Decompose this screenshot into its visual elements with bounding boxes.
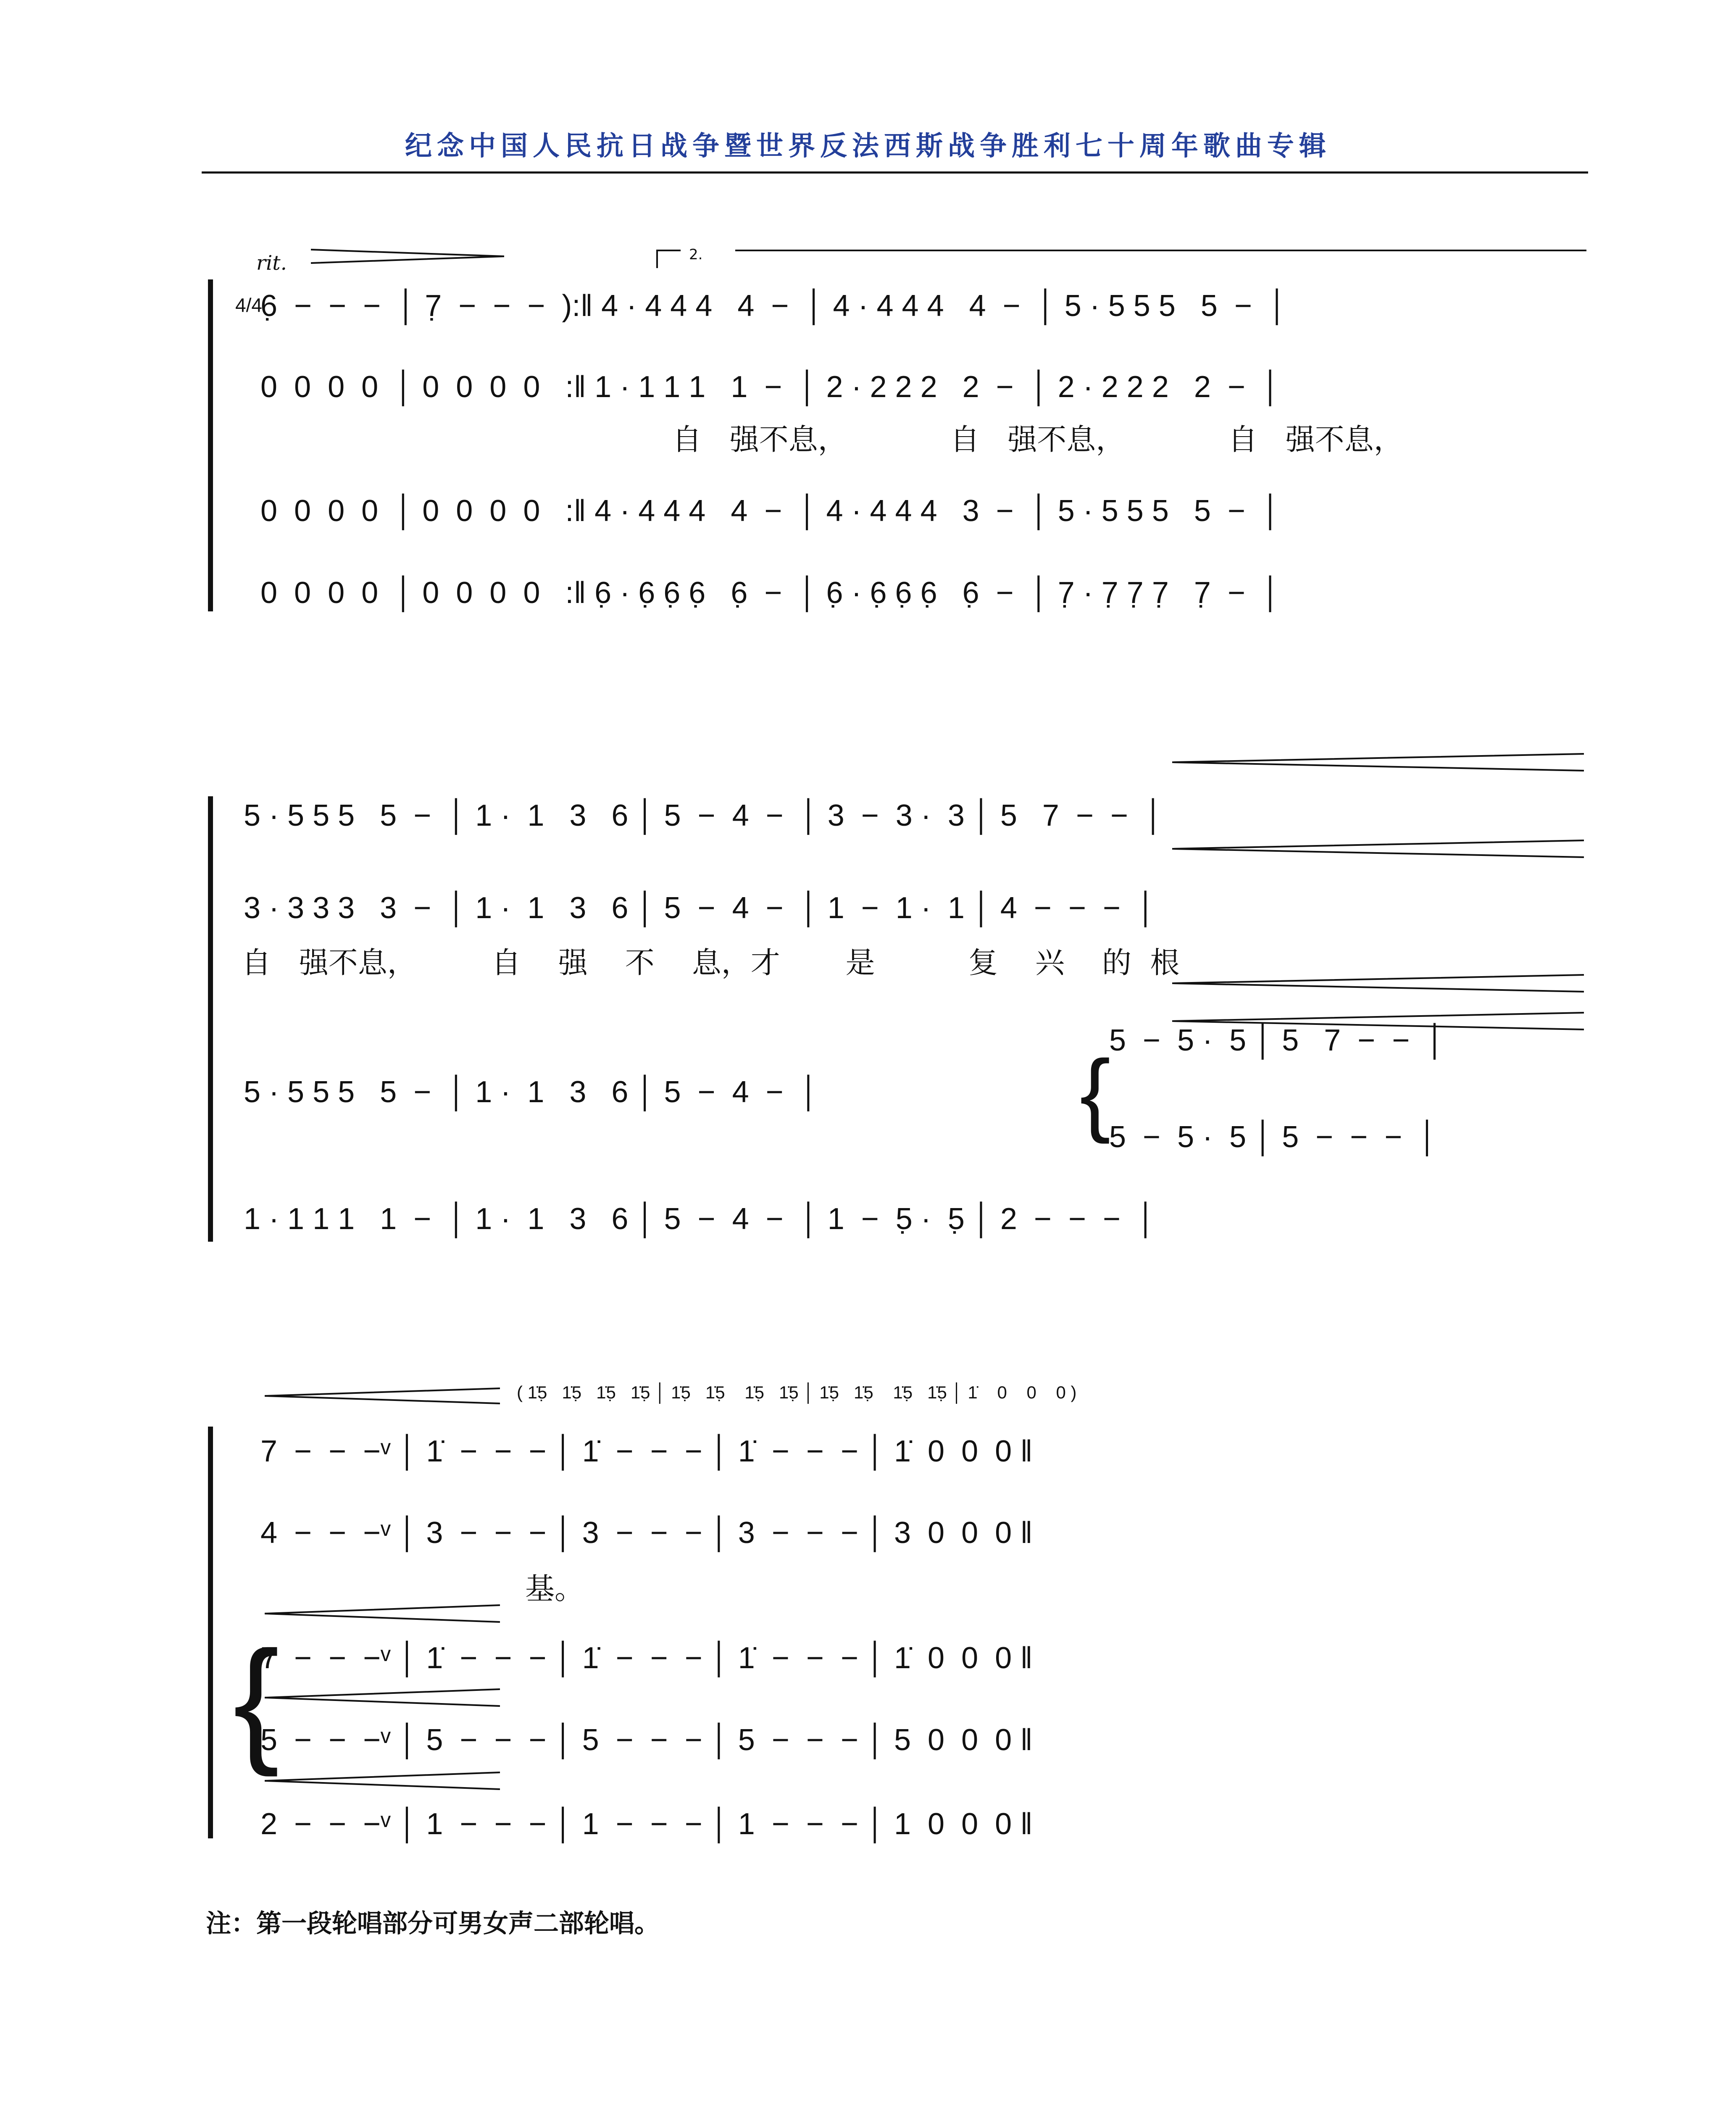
system3-percussion: ( 1̇5̣ 1̇5̣ 1̇5̣ 1̇5̣ │ 1̇5̣ 1̇5̣ 1̇5̣ 1̇5̣ │ 1̇5̣ 1̇5̣ 1̇5̣ 1̇5̣ │ 1̇ 0 0 0 ) [517,1382,1077,1402]
system1-voice2: 0 0 0 0 │ 0 0 0 0 :‖ 1 · 1 1 1 1 − │ 2 · 2 2 2 2 − │ 2 · 2 2 2 2 − │ [260,370,1281,404]
system3-voice2: 4 − − −ᵛ │ 3 − − − │ 3 − − − │ 3 − − − │ 3 0 0 0 ‖ [260,1516,1033,1550]
system3-bracket [208,1427,213,1838]
system1-voice3: 0 0 0 0 │ 0 0 0 0 :‖ 4 · 4 4 4 4 − │ 4 · 4 4 4 3 − │ 5 · 5 5 5 5 − │ [260,494,1281,528]
system3-voice3: 7 − − −ᵛ │ 1̇ − − − │ 1̇ − − − │ 1̇ − − − │ 1̇ 0 0 0 ‖ [260,1641,1033,1675]
system1-voice1: 6̣ − − − │ 7̣ − − − ):‖ 4 · 4 4 4 4 − │ 4 · 4 4 4 4 − │ 5 · 5 5 5 5 − │ [260,289,1288,323]
system2-voice4: 1 · 1 1 1 1 − │ 1 · 1 3 6 │ 5 − 4 − │ 1 − 5̣ · 5̣ │ 2 − − − │ [244,1202,1157,1236]
divisi-brace-lower: { [233,1622,280,1777]
page-header-title: 纪念中国人民抗日战争暨世界反法西斯战争胜利七十周年歌曲专辑 [405,131,1331,162]
system2-voice3: 5 · 5 5 5 5 − │ 1 · 1 3 6 │ 5 − 4 − │ [244,1075,819,1109]
volta-bracket [655,248,1588,269]
system3-lyrics: 基。 [525,1572,584,1606]
system3-voice4: 5 − − −ᵛ │ 5 − − − │ 5 − − − │ 5 − − − │ 5 0 0 0 ‖ [260,1723,1033,1757]
tempo-mark: rit. [256,251,287,275]
system2-voice3a: 5 − 5 · 5 │ 5 7 − − │ [1109,1024,1446,1057]
diminuendo-hairpin [311,248,504,265]
system1-lyrics: 自 强不息， 自 强不息， 自 强不息， [672,422,1403,457]
divisi-brace: { [1080,1041,1111,1144]
system1-bracket [208,279,213,611]
volta-number: 2. [689,246,703,263]
time-signature: 4/4 [235,294,262,316]
system2-lyrics: 自 强不息， 自 强 不 息，才 是 复 兴 的 根 [242,945,1180,980]
performance-note: 注：第一段轮唱部分可男女声二部轮唱。 [206,1909,660,1938]
system2-voice3b: 5 − 5 · 5 │ 5 − − − │ [1109,1120,1438,1154]
crescendo-hairpins [1172,752,1592,1046]
system2-voice2: 3 · 3 3 3 3 − │ 1 · 1 3 6 │ 5 − 4 − │ 1 − 1 · 1 │ 4 − − − │ [244,891,1157,925]
system2-voice1: 5 · 5 5 5 5 − │ 1 · 1 3 6 │ 5 − 4 − │ 3 − 3 · 3 │ 5 7 − − │ [244,799,1164,832]
system2-bracket [208,796,213,1242]
system3-voice5: 2 − − −ᵛ │ 1 − − − │ 1 − − − │ 1 − − − │ 1 0 0 0 ‖ [260,1807,1033,1841]
header-rule [202,171,1588,174]
system3-voice1: 7 − − −ᵛ │ 1̇ − − − │ 1̇ − − − │ 1̇ − − − │ 1̇ 0 0 0 ‖ [260,1435,1033,1468]
system1-voice4: 0 0 0 0 │ 0 0 0 0 :‖ 6̣ · 6̣ 6̣ 6̣ 6̣ − │ 6̣ · 6̣ 6̣ 6̣ 6̣ − │ 7̣ · 7̣ 7̣ 7̣ 7̣ − │ [260,576,1281,610]
